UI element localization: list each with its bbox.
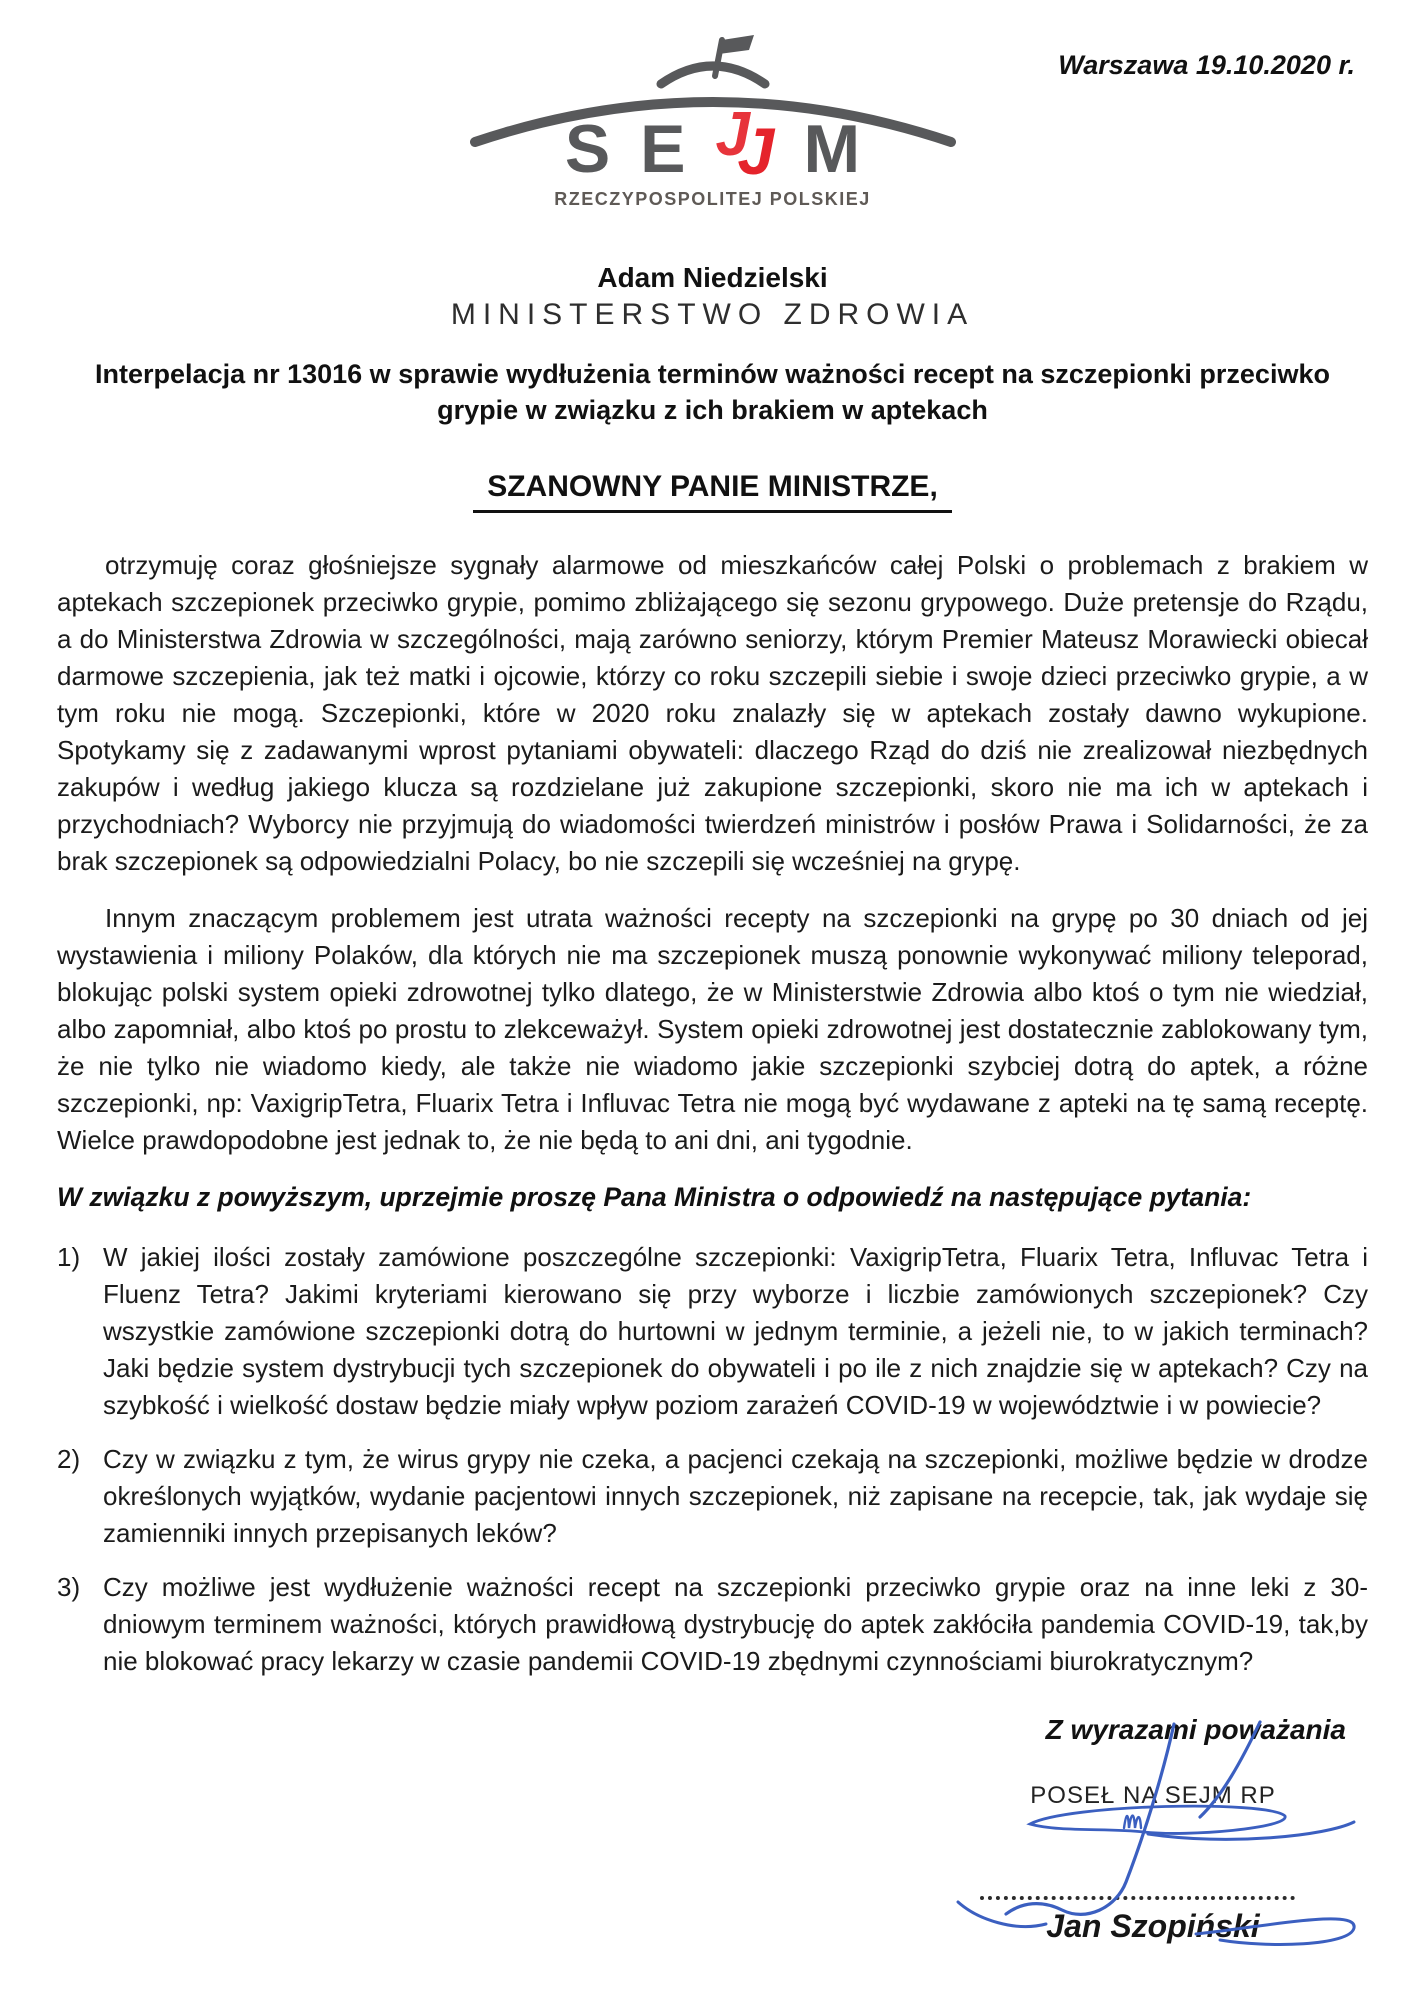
- question-text: Czy możliwe jest wydłużenie ważności recept na szczepionki przeciwko grypie oraz na inne leki z 30-dniowym terminem ważności, których prawidłową dystrybucję do aptek zakłóciła pandemia COVID-19, tak,by nie blokować pracy lekarzy w czasie pandemii COVID-19 zbędnymi czynnościami biurokratycznym?: [103, 1572, 1368, 1676]
- question-item-3: [57, 1569, 1368, 1680]
- question-text: Czy w związku z tym, że wirus grypy nie czeka, a pacjenci czekają na szczepionki, możliwe będzie w drodze określonych wyjątków, wydanie pacjentowi innych szczepionek, niż zapisane na recepcie, tak, jak wydaje się zamienniki innych przepisanych leków?: [103, 1444, 1368, 1548]
- date-line: Warszawa 19.10.2020 r.: [1058, 50, 1355, 80]
- sejm-letter-m: M: [803, 111, 861, 187]
- handwritten-signature-icon: [938, 1720, 1368, 1990]
- sejm-letter-j2: J: [737, 114, 775, 188]
- sejm-letter-s: S: [564, 111, 611, 187]
- recipient-name: Adam Niedzielski: [597, 262, 828, 293]
- recipient-org: MINISTERSTWO ZDROWIA: [450, 298, 975, 331]
- question-item-1: [57, 1239, 1368, 1424]
- sejm-wordmark: [453, 100, 973, 188]
- question-text: W jakiej ilości zostały zamówione poszczególne szczepionki: VaxigripTetra, Fluarix Tetra, Influvac Tetra i Fluenz Tetra? Jakimi kryteriami kierowano się przy wyborze i liczbie zamówionych szczepionek? Czy wszystkie zamówione szczepionki dotrą do hurtowni w jednym terminie, a jeżeli nie, to w jakich terminach? Jaki będzie system dystrybucji tych szczepionek do obywateli i po ile z nich znajdzie się w aptekach? Czy na szybkość i wielkość dostaw będzie miały wpływ poziom zarażeń COVID-19 w województwie i w powiecie?: [103, 1242, 1368, 1420]
- sejm-letter-e: E: [640, 111, 686, 187]
- lead-in-line: W związku z powyższym, uprzejmie proszę Pana Ministra o odpowiedź na następujące pytania:: [57, 1182, 1252, 1212]
- question-item-2: [57, 1441, 1368, 1552]
- letter-body: [57, 262, 1368, 1746]
- sejm-red-jj: [715, 100, 775, 188]
- question-number: 2): [57, 1444, 81, 1474]
- salutation: SZANOWNY PANIE MINISTRZE,: [473, 470, 952, 513]
- question-number: 3): [57, 1572, 81, 1602]
- salutation-wrap: [57, 470, 1368, 513]
- question-number: 1): [57, 1242, 81, 1272]
- signer-title: POSEŁ NA SEJM RP: [1030, 1782, 1276, 1809]
- question-list: [57, 1239, 1368, 1680]
- sejm-logo-caption: RZECZYPOSPOLITEJ POLSKIEJ: [554, 189, 871, 209]
- subject-line: Interpelacja nr 13016 w sprawie wydłużenia terminów ważności recept na szczepionki przeciwko grypie w związku z ich brakiem w aptekach: [95, 359, 1330, 425]
- sejm-logo: [453, 32, 973, 210]
- paragraph-2: Innym znaczącym problemem jest utrata ważności recepty na szczepionki na grypę po 30 dniach od jej wystawienia i miliony Polaków, dla których nie ma szczepionek muszą ponownie wykonywać miliony teleporad, blokując polski system opieki zdrowotnej tylko dlatego, że w Ministerstwie Zdrowia albo ktoś o tym nie wiedział, albo zapomniał, albo ktoś po prostu to zlekceważył. System opieki zdrowotnej jest dostatecznie zablokowany tym, że nie tylko nie wiadomo kiedy, ale także nie wiadomo jakie szczepionki szybciej dotrą do aptek, a różne szczepionki, np: VaxigripTetra, Fluarix Tetra i Influvac Tetra nie mogą być wydawane z apteki na tę samą receptę. Wielce prawdopodobne jest jednak to, że nie będą to ani dni, ani tygodnie.: [57, 903, 1368, 1155]
- closing-line: Z wyrazami poważania: [1045, 1714, 1346, 1745]
- paragraph-1: otrzymuję coraz głośniejsze sygnały alarmowe od mieszkańców całej Polski o problemach z brakiem w aptekach szczepionek przeciwko grypie, pomimo zbliżającego się sezonu grypowego. Duże pretensje do Rządu, a do Ministerstwa Zdrowia w szczególności, mają zarówno seniorzy, którym Premier Mateusz Morawiecki obiecał darmowe szczepienia, jak też matki i ojcowie, którzy co roku szczepili siebie i swoje dzieci przeciwko grypie, a w tym roku nie mogą. Szczepionki, które w 2020 roku znalazły się w aptekach zostały dawno wykupione. Spotykamy się z zadawanymi wprost pytaniami obywateli: dlaczego Rząd do dziś nie zrealizował niezbędnych zakupów i według jakiego klucza są rozdzielane już zakupione szczepionki, skoro nie ma ich w aptekach i przychodniach? Wyborcy nie przyjmują do wiadomości twierdzeń ministrów i posłów Prawa i Solidarności, że za brak szczepionek są odpowiedzialni Polacy, bo nie szczepili się wcześniej na grypę.: [57, 550, 1368, 876]
- signer-name: Jan Szopiński: [1046, 1908, 1260, 1944]
- sejm-letter-j1: J: [715, 100, 751, 169]
- signature-dotted-line: [980, 1896, 1295, 1900]
- signature-block: [938, 1720, 1368, 1990]
